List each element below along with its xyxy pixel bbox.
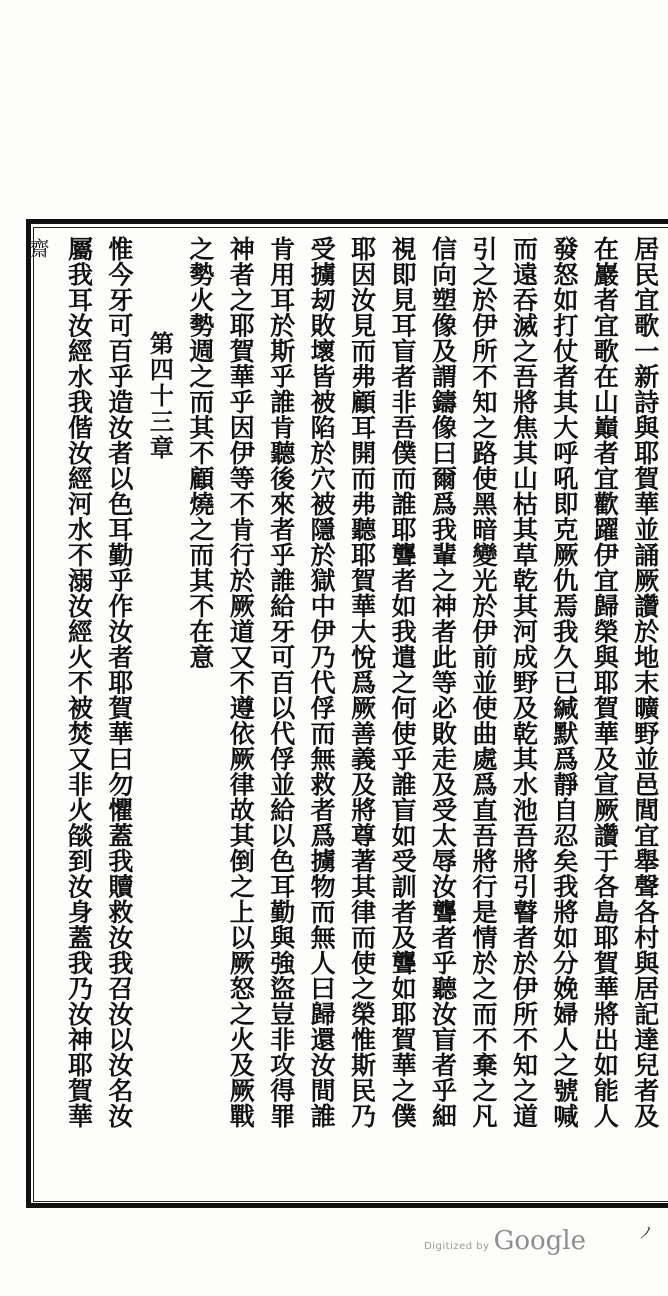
- text-column-3: 發怒如打仗者其大呼吼即克厥仇焉我久已緘默爲靜自忍矣我將如分娩婦人之號喊: [549, 236, 579, 1129]
- text-column-14: 惟今牙可百乎造汝者以色耳勤乎作汝者耶賀華曰勿懼蓋我贖救汝我召汝以汝名汝: [104, 236, 134, 1129]
- text-column-9: 受擄刼敗壞皆被陷於穴被隱於獄中伊乃代俘而無救者爲擄物而無人曰歸還汝間誰: [307, 236, 337, 1129]
- digitized-by-label: Digitized by: [424, 1241, 490, 1252]
- text-column-1: 居民宜歌一新詩與耶賀華並誦厥讚於地末曠野並邑閭宜舉聲各村與居記達兒者及: [630, 236, 660, 1129]
- text-block: [26, 236, 663, 1201]
- text-column-15: 屬我耳汝經水我偕汝經河水不溺汝經火不被焚又非火燄到汝身蓋我乃汝神耶賀華: [64, 236, 94, 1129]
- text-column-10: 肯用耳於斯乎誰肯聽後來者乎誰給牙可百以代俘並給以色耳勤與強盜豈非攻得罪: [266, 236, 296, 1129]
- text-column-12: 之勢火勢週之而其不顧燒之而其不在意: [185, 236, 215, 670]
- google-logo: Google: [493, 1226, 586, 1256]
- digitized-footer: [424, 1226, 586, 1256]
- text-column-2: 在巖者宜歌在山巔者宜歡躍伊宜歸榮與耶賀華及宣厥讚于各島耶賀華將出如能人: [590, 236, 620, 1129]
- margin-mark: ノ: [637, 1223, 654, 1242]
- text-column-6: 信向塑像及謂鑄像曰爾爲我輩之神者此等必敗走及受太辱汝聾者乎聽汝盲者乎細: [428, 236, 458, 1129]
- text-column-5: 引之於伊所不知之路使黑暗變光於伊前並使曲處爲直吾將行是情於之而不棄之凡: [468, 236, 498, 1129]
- text-column-7: 視即見耳盲者非吾僕而誰耶聾者如我遣之何使乎誰盲如受訓者及聾如耶賀華之僕: [388, 236, 418, 1129]
- text-column-8: 耶因汝見而弗顧耳開而弗聽耶賀華大悅爲厥善義及將尊著其律而使之榮惟斯民乃: [347, 236, 377, 1129]
- text-column-4: 而遠吞滅之吾將焦其山枯其草乾其河成野及乾其水池吾將引瞽者於伊所不知之道: [509, 236, 539, 1129]
- text-column-11: 神者之耶賀華乎因伊等不肯行於厥道又不遵依厥律故其倒之上以厥怒之火及厥戰: [226, 236, 256, 1129]
- margin-note: 齋: [26, 238, 50, 259]
- chapter-heading: 第四十三章: [145, 331, 175, 461]
